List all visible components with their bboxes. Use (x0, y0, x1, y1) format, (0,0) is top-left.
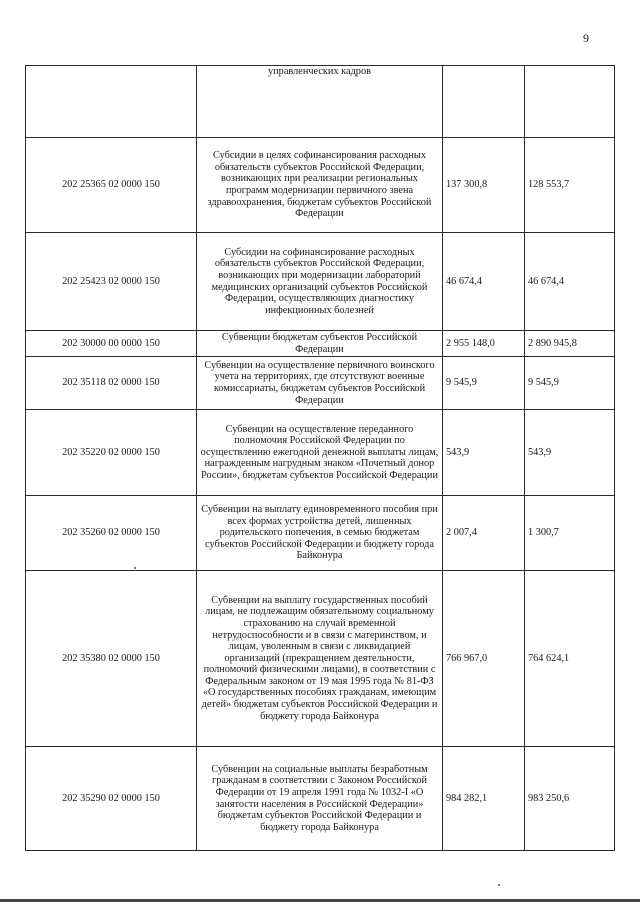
amount-cell-1 (443, 66, 525, 138)
description-cell: Субвенции на выплату государственных пособий лицам, не подлежащим обязательному социальному страхованию на случай временной нетрудоспособности и в связи с материнством, и лицам, уволенным в связи с ликвидацией организаций (прекращением деятельности, полномочий физическими лицами), в соответствии с Федеральным законом от 19 мая 1995 года № 81-ФЗ «О государственных пособиях гражданам, имеющим детей» бюджетам субъектов Российской Федерации и бюджету города Байконура (197, 571, 443, 747)
amount-cell-2: 764 624,1 (525, 571, 615, 747)
table-row (26, 571, 615, 747)
table-row (26, 233, 615, 331)
description-cell: Субвенции на осуществление первичного воинского учета на территориях, где отсутствуют военные комиссариаты, бюджетам субъектов Российской Федерации (197, 357, 443, 410)
table-row (26, 496, 615, 571)
description-cell: Субвенции бюджетам субъектов Российской Федерации (197, 331, 443, 357)
description-cell: Субвенции на осуществление переданного полномочия Российской Федерации по осуществлению ежегодной денежной выплаты лицам, награжденным нагрудным знаком «Почетный донор России», бюджетам субъектов Российской Федерации (197, 410, 443, 496)
amount-cell-2: 46 674,4 (525, 233, 615, 331)
scan-edge-line (0, 899, 640, 902)
table-row (26, 357, 615, 410)
description-cell: Субвенции на социальные выплаты безработным гражданам в соответствии с Законом Российской Федерации от 19 апреля 1991 года № 1032-I «О занятости населения в Российской Федерации» бюджетам субъектов Российской Федерации и бюджету города Байконура (197, 747, 443, 851)
amount-cell-1: 137 300,8 (443, 138, 525, 233)
amount-cell-2: 543,9 (525, 410, 615, 496)
page-number: 9 (583, 31, 589, 45)
budget-table (25, 65, 615, 851)
budget-code-cell: 202 35380 02 0000 150 (26, 571, 197, 747)
table-row (26, 410, 615, 496)
amount-cell-2: 1 300,7 (525, 496, 615, 571)
table-row (26, 331, 615, 357)
scan-speck (498, 884, 500, 886)
table-row (26, 747, 615, 851)
amount-cell-1: 2 007,4 (443, 496, 525, 571)
scan-speck (134, 567, 136, 569)
budget-code-cell: 202 30000 00 0000 150 (26, 331, 197, 357)
description-cell: Субвенции на выплату единовременного пособия при всех формах устройства детей, лишенных родительского попечения, в семью бюджетам субъектов Российской Федерации и бюджету города Байконура (197, 496, 443, 571)
budget-code-cell: 202 35220 02 0000 150 (26, 410, 197, 496)
amount-cell-2: 9 545,9 (525, 357, 615, 410)
description-cell: управленческих кадров (197, 66, 443, 138)
amount-cell-1: 543,9 (443, 410, 525, 496)
amount-cell-2: 128 553,7 (525, 138, 615, 233)
amount-cell-1: 9 545,9 (443, 357, 525, 410)
amount-cell-1: 46 674,4 (443, 233, 525, 331)
amount-cell-2: 2 890 945,8 (525, 331, 615, 357)
table-row (26, 138, 615, 233)
budget-code-cell (26, 66, 197, 138)
budget-code-cell: 202 35260 02 0000 150 (26, 496, 197, 571)
amount-cell-1: 2 955 148,0 (443, 331, 525, 357)
budget-code-cell: 202 25423 02 0000 150 (26, 233, 197, 331)
amount-cell-2 (525, 66, 615, 138)
description-cell: Субсидии на софинансирование расходных обязательств субъектов Российской Федерации, возникающих при модернизации лабораторий медицинских организаций субъектов Российской Федерации, осуществляющих диагностику инфекционных болезней (197, 233, 443, 331)
budget-code-cell: 202 25365 02 0000 150 (26, 138, 197, 233)
budget-code-cell: 202 35290 02 0000 150 (26, 747, 197, 851)
amount-cell-1: 766 967,0 (443, 571, 525, 747)
table-row (26, 66, 615, 138)
amount-cell-1: 984 282,1 (443, 747, 525, 851)
amount-cell-2: 983 250,6 (525, 747, 615, 851)
description-cell: Субсидии в целях софинансирования расходных обязательств субъектов Российской Федерации, возникающих при реализации региональных программ модернизации первичного звена здравоохранения, бюджетам субъектов Российской Федерации (197, 138, 443, 233)
budget-code-cell: 202 35118 02 0000 150 (26, 357, 197, 410)
